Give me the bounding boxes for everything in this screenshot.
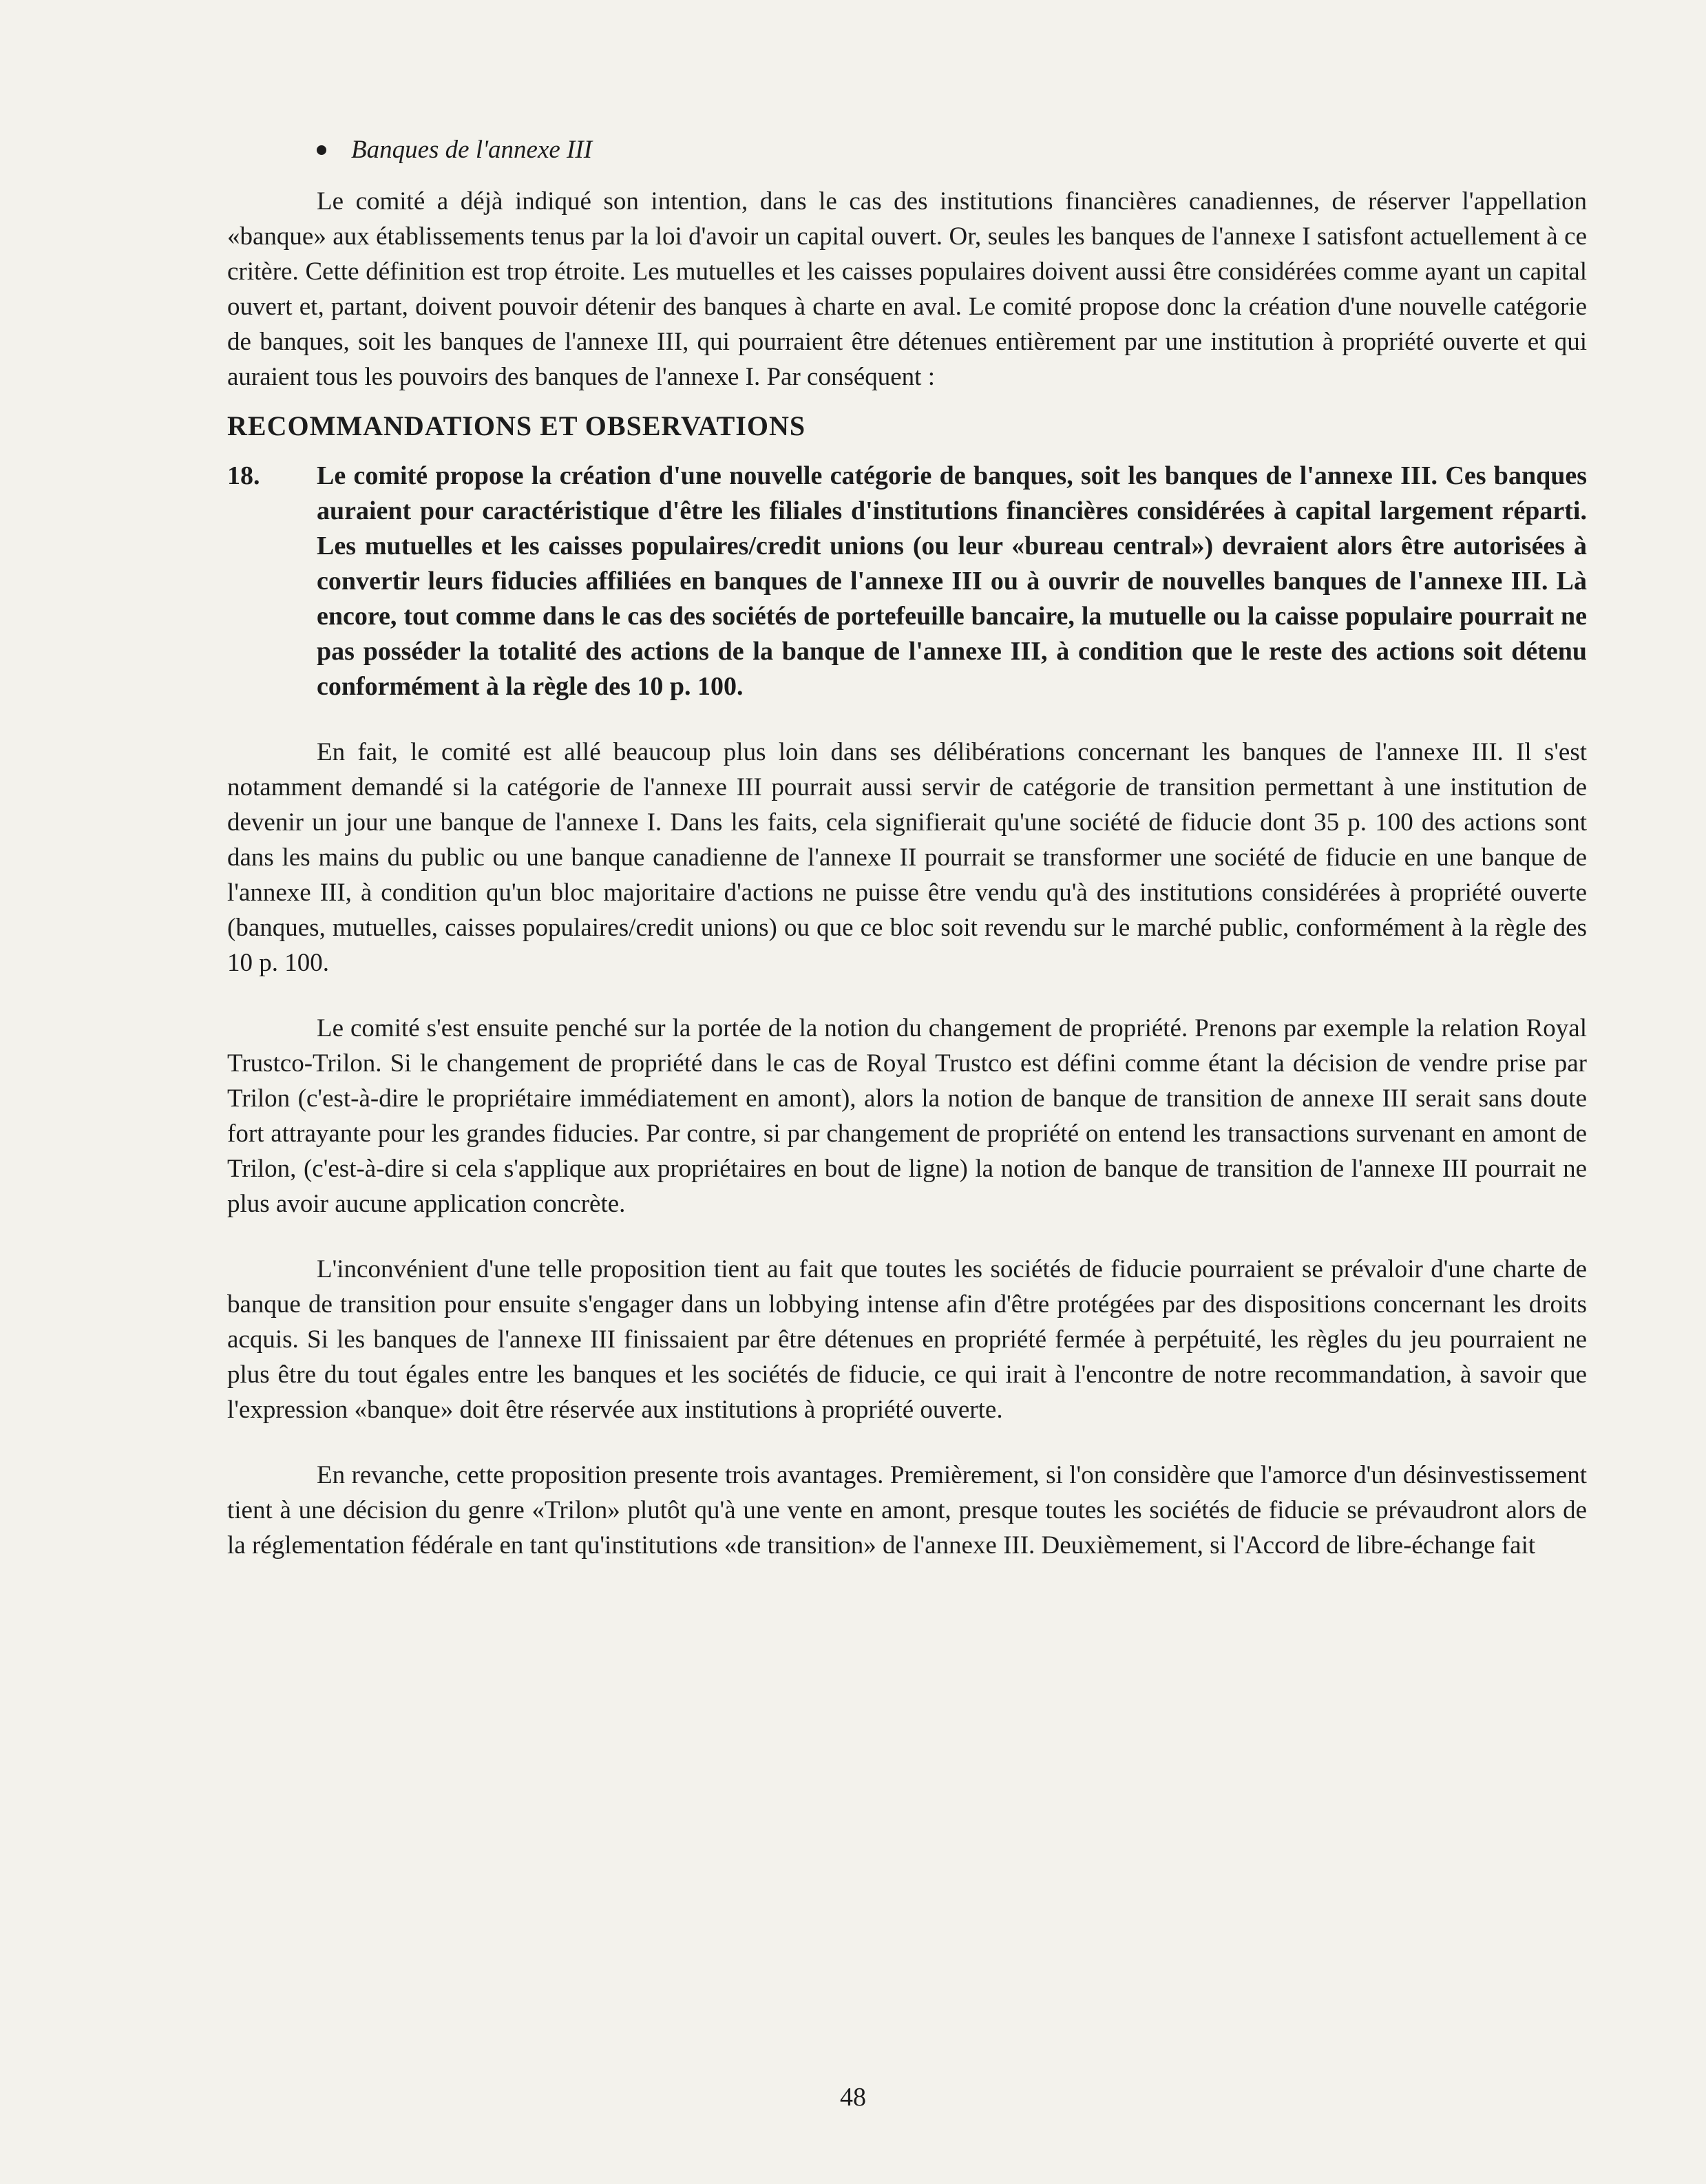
recommendation-number: 18. [227,461,260,490]
paragraph-drawback: L'inconvénient d'une telle proposition tient au fait que toutes les sociétés de fiducie pourraient se prévaloir d'une charte de banque de transition pour ensuite s'engager dans un lobbying intense afin d'être protégées par des dispositions concernant les droits acquis. Si les banques de l'annexe III finissaient par être détenues en propriété fermée à perpétuité, les règles du jeu pourraient ne plus être du tout égales entre les banques et les sociétés de fiducie, ce qui irait à l'encontre de notre recommandation, à savoir que l'expression «banque» doit être réservée aux institutions à propriété ouverte. [227,1255,1587,1424]
subsection-heading [317,135,1587,165]
paragraph-transition-category: En fait, le comité est allé beaucoup plus loin dans ses délibérations concernant les banques de l'annexe III. Il s'est notamment demandé si la catégorie de l'annexe III pourrait aussi servir de catégorie de transition permettant à une institution de devenir un jour une banque de l'annexe I. Dans les faits, cela signifierait qu'une société de fiducie dont 35 p. 100 des actions sont dans les mains du public ou une banque canadienne de l'annexe II pourrait se transformer une société de fiducie en une banque de l'annexe III, à condition qu'un bloc majoritaire d'actions ne puisse être vendu qu'à des institutions considérées à propriété ouverte (banques, mutuelles, caisses populaires/credit unions) ou que ce bloc soit revendu sur le marché public, conformément à la règle des 10 p. 100. [227,738,1587,977]
bullet-icon [317,145,326,155]
paragraph-intro: Le comité a déjà indiqué son intention, dans le cas des institutions financières canadiennes, de réserver l'appellation «banque» aux établissements tenus par la loi d'avoir un capital ouvert. Or, seules les banques de l'annexe I satisfont actuellement à ce critère. Cette définition est trop étroite. Les mutuelles et les caisses populaires doivent aussi être considérées comme ayant un capital ouvert et, partant, doivent pouvoir détenir des banques à charte en aval. Le comité propose donc la création d'une nouvelle catégorie de banques, soit les banques de l'annexe III, qui pourraient être détenues entièrement par une institution à propriété ouverte et qui auraient tous les pouvoirs des banques de l'annexe I. Par conséquent : [227,187,1587,391]
document-body [227,135,1587,1563]
subsection-heading-text: Banques de l'annexe III [351,136,593,164]
recommendation-18 [227,459,1587,704]
paragraph-ownership-change: Le comité s'est ensuite penché sur la portée de la notion du changement de propriété. Prenons par exemple la relation Royal Trustco-Trilon. Si le changement de propriété dans le cas de Royal Trustco est défini comme étant la décision de vendre prise par Trilon (c'est-à-dire le propriétaire immédiatement en amont), alors la notion de banque de transition de annexe III serait sans doute fort attrayante pour les grandes fiducies. Par contre, si par changement de propriété on entend les transactions survenant en amont de Trilon, (c'est-à-dire si cela s'applique aux propriétaires en bout de ligne) la notion de banque de transition de l'annexe III pourrait ne plus avoir aucune application concrète. [227,1014,1587,1218]
section-title: RECOMMANDATIONS ET OBSERVATIONS [227,410,806,441]
page-number: 48 [840,2083,866,2112]
paragraph-advantages: En revanche, cette proposition presente trois avantages. Premièrement, si l'on considère que l'amorce d'un désinvestissement tient à une décision du genre «Trilon» plutôt qu'à une vente en amont, presque toutes les sociétés de fiducie se prévaudront alors de la réglementation fédérale en tant qu'institutions «de transition» de l'annexe III. Deuxièmement, si l'Accord de libre-échange fait [227,1461,1587,1560]
recommendation-text: Le comité propose la création d'une nouvelle catégorie de banques, soit les banques de l'annexe III. Ces banques auraient pour caractéristique d'être les filiales d'institutions financières considérées à capital largement réparti. Les mutuelles et les caisses populaires/credit unions (ou leur «bureau central») devraient alors être autorisées à convertir leurs fiducies affiliées en banques de l'annexe III ou à ouvrir de nouvelles banques de l'annexe III. Là encore, tout comme dans le cas des sociétés de portefeuille bancaire, la mutuelle ou la caisse populaire pourrait ne pas posséder la totalité des actions de la banque de l'annexe III, à condition que le reste des actions soit détenu conformément à la règle des 10 p. 100. [317,461,1587,701]
